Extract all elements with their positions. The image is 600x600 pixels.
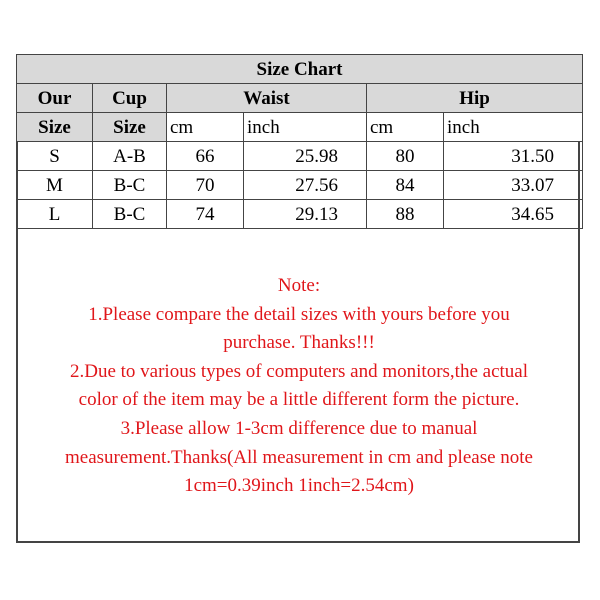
- cell-cup: B-C: [93, 171, 167, 200]
- cell-hip-inch: 31.50: [444, 142, 583, 171]
- cell-size: M: [17, 171, 93, 200]
- header-cup-size-top: Cup: [93, 84, 167, 113]
- cell-hip-inch: 34.65: [444, 200, 583, 229]
- cell-waist-cm: 66: [167, 142, 244, 171]
- note-line: purchase. Thanks!!!: [223, 332, 375, 354]
- cell-waist-cm: 70: [167, 171, 244, 200]
- note-line: 1.Please compare the detail sizes with yours before you: [88, 303, 510, 325]
- cell-hip-cm: 80: [367, 142, 444, 171]
- cell-hip-cm: 88: [367, 200, 444, 229]
- header-cup-size-bottom: Size: [93, 113, 167, 142]
- cell-size: L: [17, 200, 93, 229]
- cell-waist-inch: 27.56: [244, 171, 367, 200]
- header-our-size-bottom: Size: [17, 113, 93, 142]
- note-line: 3.Please allow 1-3cm difference due to manual: [120, 417, 478, 439]
- cell-cup: A-B: [93, 142, 167, 171]
- size-chart-table: [16, 54, 583, 229]
- note-line: 2.Due to various types of computers and monitors,the actual: [69, 360, 528, 382]
- note-line: 1cm=0.39inch 1inch=2.54cm): [184, 475, 414, 497]
- note-line: measurement.Thanks(All measurement in cm and please note: [65, 446, 533, 468]
- note-block: [18, 272, 580, 501]
- table-row: [17, 142, 583, 171]
- header-hip: Hip: [367, 84, 583, 113]
- cell-waist-cm: 74: [167, 200, 244, 229]
- cell-waist-inch: 29.13: [244, 200, 367, 229]
- header-row-2: [17, 113, 583, 142]
- cell-cup: B-C: [93, 200, 167, 229]
- table-row: [17, 171, 583, 200]
- cell-hip-inch: 33.07: [444, 171, 583, 200]
- header-waist-cm: cm: [167, 113, 244, 142]
- header-row-1: [17, 84, 583, 113]
- table-title: Size Chart: [17, 55, 583, 84]
- header-hip-cm: cm: [367, 113, 444, 142]
- cell-waist-inch: 25.98: [244, 142, 367, 171]
- table-row: [17, 200, 583, 229]
- header-our-size-top: Our: [17, 84, 93, 113]
- table-title-row: [17, 55, 583, 84]
- note-heading: Note:: [277, 275, 321, 296]
- header-waist-inch: inch: [244, 113, 367, 142]
- header-waist: Waist: [167, 84, 367, 113]
- note-line: color of the item may be a little different form the picture.: [78, 389, 520, 411]
- cell-size: S: [17, 142, 93, 171]
- header-hip-inch: inch: [444, 113, 583, 142]
- cell-hip-cm: 84: [367, 171, 444, 200]
